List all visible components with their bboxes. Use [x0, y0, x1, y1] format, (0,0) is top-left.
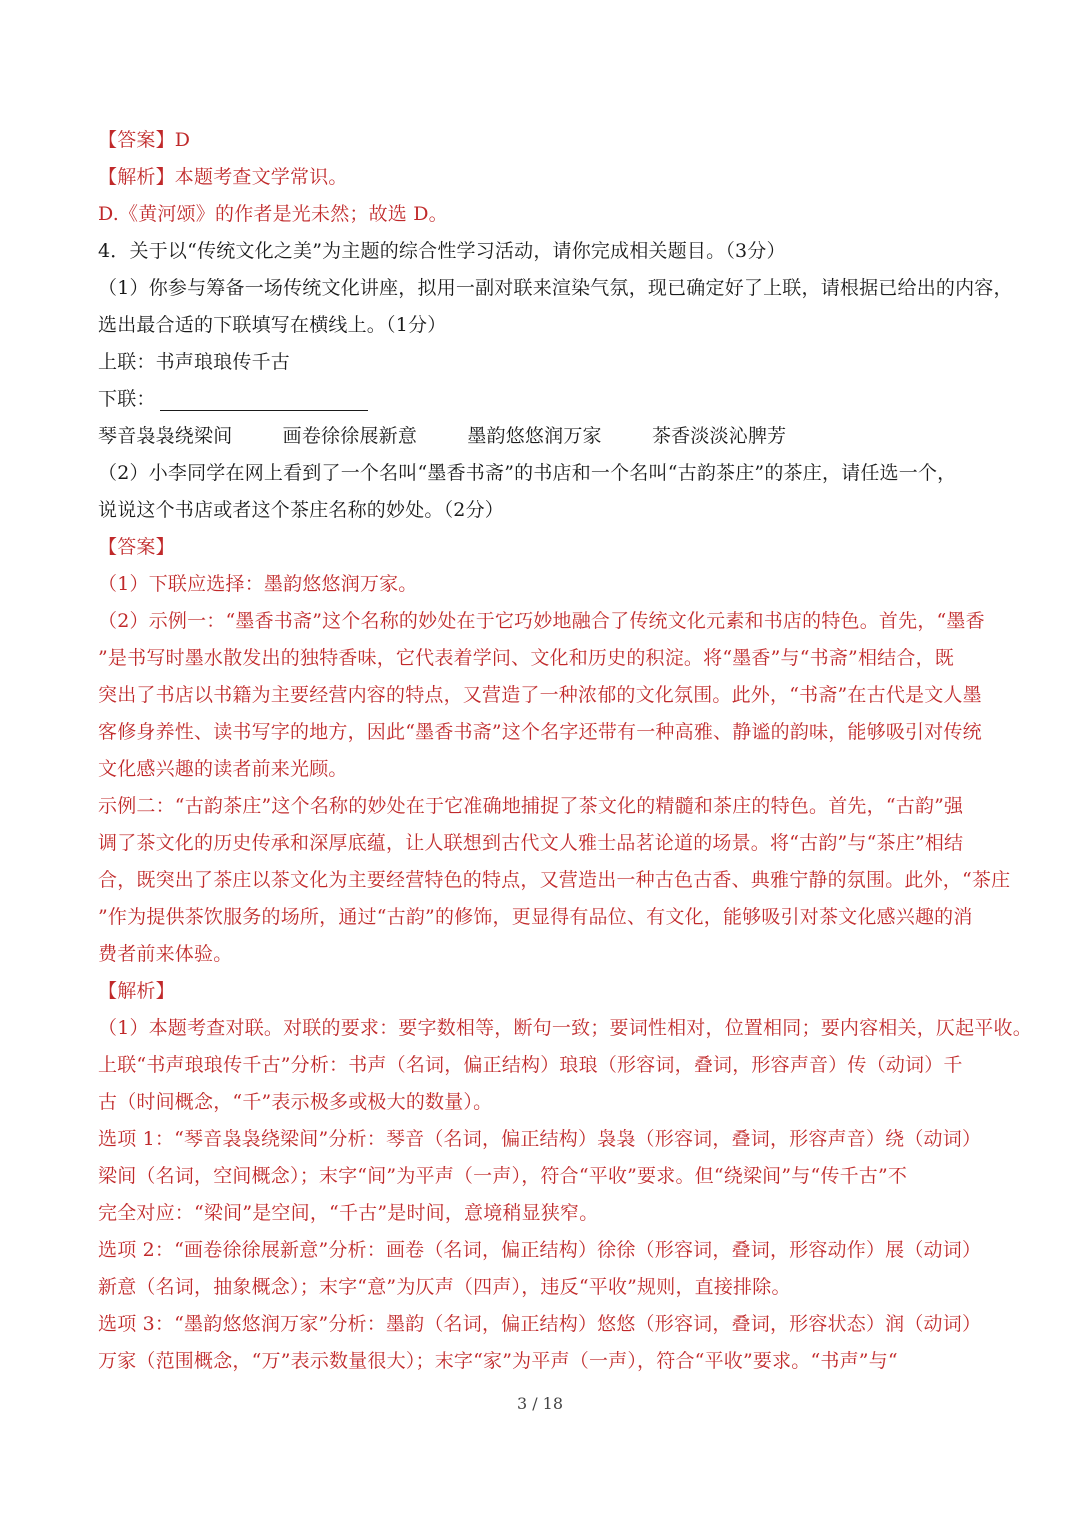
- answer-example2-line4: ”作为提供茶饮服务的场所，通过“古韵”的修饰，更显得有品位、有文化，能够吸引对茶文化感兴趣的消: [98, 906, 973, 928]
- option-4: 茶香淡淡沁脾芳: [651, 425, 787, 447]
- answer-heading-2: 【答案】: [98, 536, 175, 558]
- question-4-part1: （1）你参与筹备一场传统文化讲座，拟用一副对联来渲染气氛，现已确定好了上联，请根据已给出的内容，: [98, 277, 1013, 299]
- answer-heading: 【答案】D: [98, 129, 191, 151]
- analysis-line3: 古（时间概念，“千”表示极多或极大的数量）。: [98, 1091, 493, 1113]
- lower-couplet-label: 下联：: [98, 388, 156, 410]
- question-4-title: 4．关于以“传统文化之美”为主题的综合性学习活动，请你完成相关题目。（3分）: [98, 240, 786, 262]
- answer-part1: （1）下联应选择：墨韵悠悠润万家。: [98, 573, 418, 595]
- answer-example2-line3: 合，既突出了茶庄以茶文化为主要经营特色的特点，又营造出一种古色古香、典雅宁静的氛围。此外，“茶庄: [98, 869, 1011, 891]
- couplet-options: [98, 418, 1010, 455]
- answer-example2-line2: 调了茶文化的历史传承和深厚底蕴，让人联想到古代文人雅士品茗论道的场景。将“古韵”与“茶庄”相结: [98, 832, 964, 854]
- question-4-part2-cont: 说说这个书店或者这个茶庄名称的妙处。（2分）: [98, 499, 504, 521]
- answer-example1-line4: 客修身养性、读书写字的地方，因此“墨香书斋”这个名字还带有一种高雅、静谧的韵味，能够吸引对传统: [98, 721, 982, 743]
- analysis-option3-line1: 选项 3：“墨韵悠悠润万家”分析：墨韵（名词，偏正结构）悠悠（形容词，叠词，形容状态）润（动词）: [98, 1313, 982, 1335]
- analysis-option2-line1: 选项 2：“画卷徐徐展新意”分析：画卷（名词，偏正结构）徐徐（形容词，叠词，形容动作）展（动词）: [98, 1239, 982, 1261]
- analysis-option1-line2: 梁间（名词，空间概念）；末字“间”为平声（一声），符合“平收”要求。但“绕梁间”与“传千古”不: [98, 1165, 908, 1187]
- answer-example1-line5: 文化感兴趣的读者前来光顾。: [98, 758, 348, 780]
- option-1: 琴音袅袅绕梁间: [98, 425, 233, 447]
- answer-example1-line1: （2）示例一：“墨香书斋”这个名称的妙处在于它巧妙地融合了传统文化元素和书店的特色。首先，“墨香: [98, 610, 985, 632]
- question-4-part1-cont: 选出最合适的下联填写在横线上。（1分）: [98, 314, 447, 336]
- analysis-text: D.《黄河颂》的作者是光未然；故选 D。: [98, 203, 448, 225]
- lower-couplet-row: [98, 381, 1010, 418]
- analysis-line2: 上联“书声琅琅传千古”分析：书声（名词，偏正结构）琅琅（形容词，叠词，形容声音）传（动词）千: [98, 1054, 963, 1076]
- analysis-heading-2: 【解析】: [98, 980, 175, 1002]
- analysis-option1-line1: 选项 1：“琴音袅袅绕梁间”分析：琴音（名词，偏正结构）袅袅（形容词，叠词，形容声音）绕（动词）: [98, 1128, 982, 1150]
- document-page: [98, 122, 1032, 1380]
- question-4-part2: （2）小李同学在网上看到了一个名叫“墨香书斋”的书店和一个名叫“古韵茶庄”的茶庄，请任选一个，: [98, 462, 957, 484]
- option-3: 墨韵悠悠润万家: [467, 425, 602, 447]
- analysis-line1: （1）本题考查对联。对联的要求：要字数相等，断句一致；要词性相对，位置相同；要内容相关，仄起平收。: [98, 1017, 1032, 1039]
- upper-couplet: 上联：书声琅琅传千古: [98, 351, 291, 373]
- analysis-heading: 【解析】本题考查文学常识。: [98, 166, 348, 188]
- answer-example1-line2: ”是书写时墨水散发出的独特香味，它代表着学问、文化和历史的积淀。将“墨香”与“书斋”相结合，既: [98, 647, 954, 669]
- analysis-option3-line2: 万家（范围概念，“万”表示数量很大）；末字“家”为平声（一声），符合“平收”要求。“书声”与“: [98, 1350, 898, 1372]
- answer-example2-line5: 费者前来体验。: [98, 943, 233, 965]
- answer-example2-line1: 示例二：“古韵茶庄”这个名称的妙处在于它准确地捕捉了茶文化的精髓和茶庄的特色。首先，“古韵”强: [98, 795, 964, 817]
- answer-example1-line3: 突出了书店以书籍为主要经营内容的特点，又营造了一种浓郁的文化氛围。此外，“书斋”在古代是文人墨: [98, 684, 982, 706]
- answer-blank-line: [160, 388, 368, 411]
- analysis-option1-line3: 完全对应：“梁间”是空间，“千古”是时间，意境稍显狭窄。: [98, 1202, 599, 1224]
- option-2: 画卷徐徐展新意: [282, 425, 418, 447]
- analysis-option2-line2: 新意（名词，抽象概念）；末字“意”为仄声（四声），违反“平收”规则，直接排除。: [98, 1276, 791, 1298]
- page-number: 3 / 18: [516, 1394, 564, 1413]
